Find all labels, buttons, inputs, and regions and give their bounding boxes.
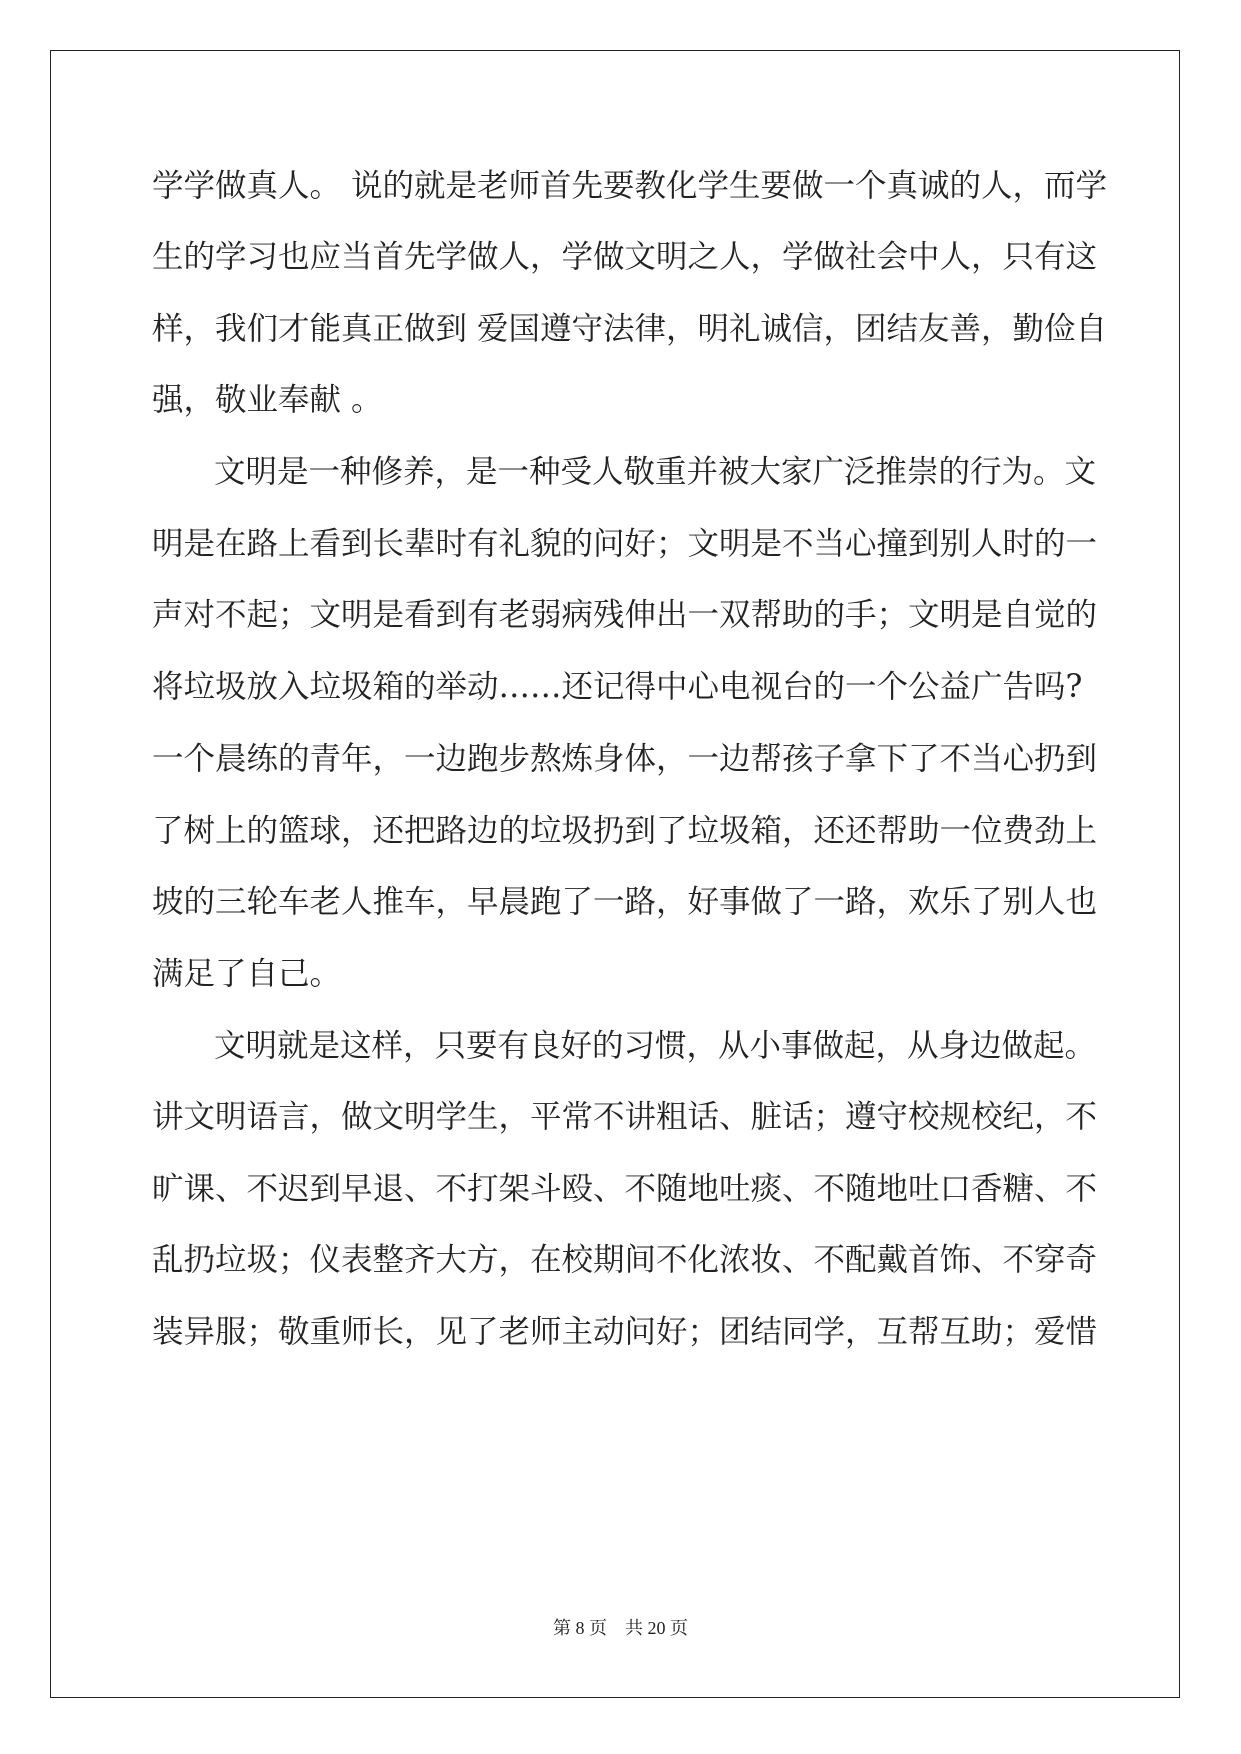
text-line: 装异服；敬重师长，见了老师主动问好；团结同学，互帮互助；爱惜: [152, 1314, 1098, 1350]
text-line: 声对不起；文明是看到有老弱病残伸出一双帮助的手；文明是自觉的: [152, 597, 1098, 633]
text-line: 明是在路上看到长辈时有礼貌的问好；文明是不当心撞到别人时的一: [152, 526, 1098, 562]
text-line: 学学做真人。 说的就是老师首先要教化学生要做一个真诚的人，而学: [152, 168, 1108, 204]
page-footer: [0, 1614, 1241, 1640]
text-line: 乱扔垃圾；仪表整齐大方，在校期间不化浓妆、不配戴首饰、不穿奇: [152, 1242, 1098, 1278]
text-line: 一个晨练的青年，一边跑步熬炼身体，一边帮孩子拿下了不当心扔到: [152, 741, 1098, 777]
text-line: 强，敬业奉献 。: [152, 382, 383, 418]
text-line: 满足了自己。: [152, 956, 342, 992]
page-number: 第 8 页: [553, 1618, 607, 1638]
text-line: 将垃圾放入垃圾箱的举动……还记得中心电视台的一个公益广告吗?: [152, 669, 1083, 705]
text-line: 坡的三轮车老人推车，早晨跑了一路，好事做了一路，欢乐了别人也: [152, 884, 1098, 920]
text-line: 生的学习也应当首先学做人，学做文明之人，学做社会中人，只有这: [152, 239, 1098, 275]
text-line: 了树上的篮球，还把路边的垃圾扔到了垃圾箱，还还帮助一位费劲上: [152, 813, 1098, 849]
text-line: 样，我们才能真正做到 爱国遵守法律，明礼诚信，团结友善，勤俭自: [152, 311, 1108, 347]
page-total: 共 20 页: [625, 1618, 688, 1638]
text-line: 讲文明语言，做文明学生，平常不讲粗话、脏话；遵守校规校纪，不: [152, 1099, 1098, 1135]
text-line: 文明是一种修养，是一种受人敬重并被大家广泛推崇的行为。文: [214, 454, 1097, 490]
text-line: 文明就是这样，只要有良好的习惯，从小事做起，从身边做起。: [214, 1028, 1097, 1064]
text-line: 旷课、不迟到早退、不打架斗殴、不随地吐痰、不随地吐口香糖、不: [152, 1171, 1098, 1207]
